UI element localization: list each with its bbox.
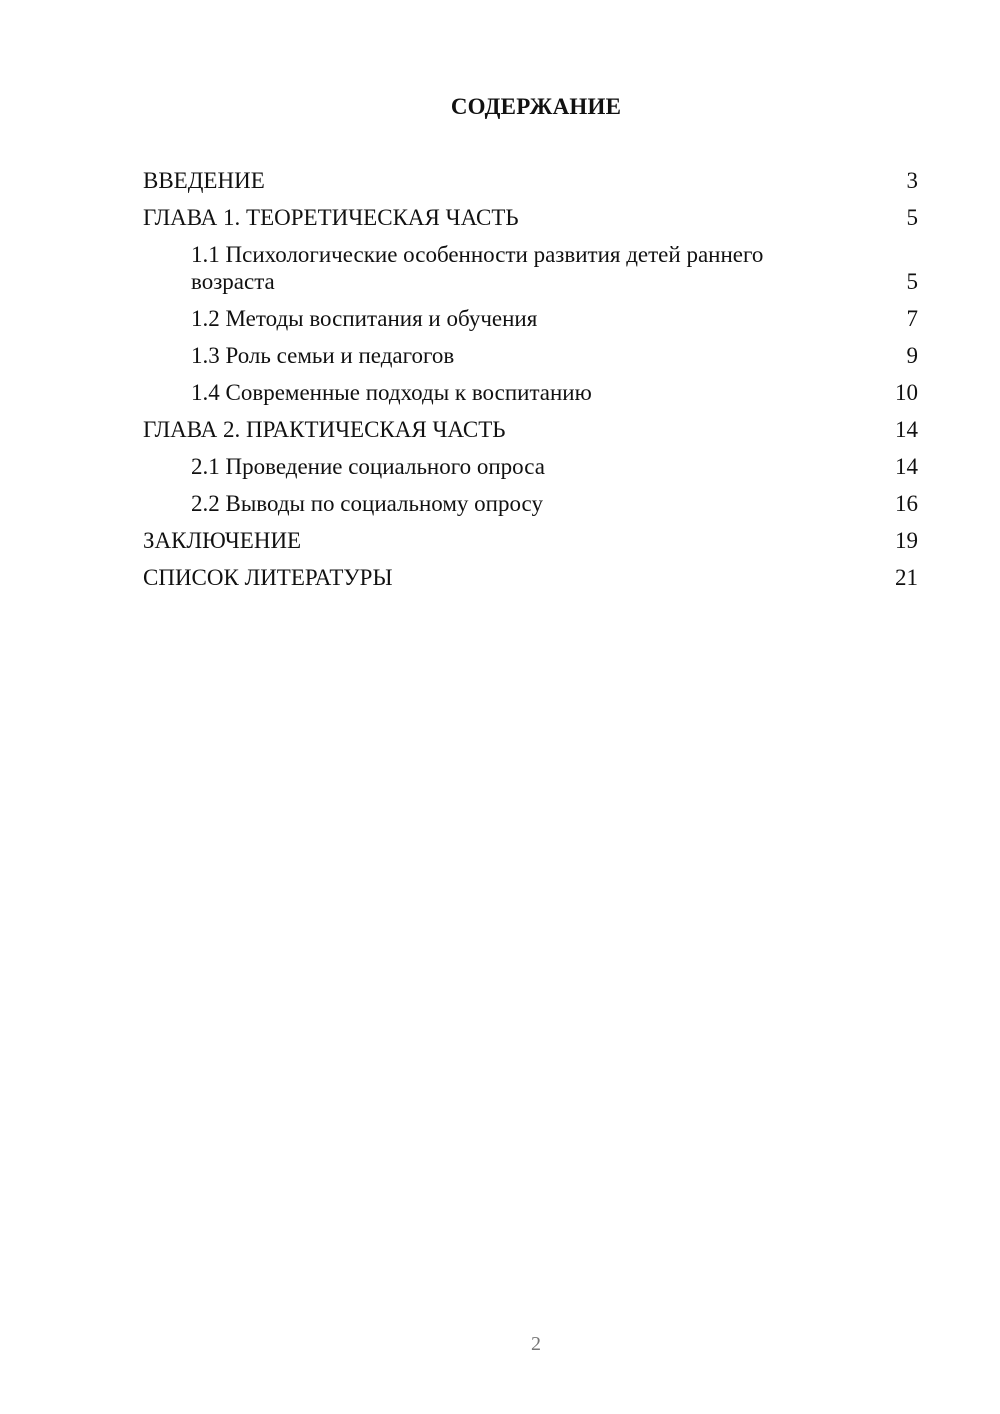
toc-entry-page: 16 [895,491,918,516]
toc-entry-section-1-1[interactable] [143,241,918,295]
toc-entry-title: 1.4 Современные подходы к воспитанию [191,380,592,405]
toc-entry-chapter-2[interactable] [143,416,918,443]
toc-entry-section-1-4[interactable] [143,379,918,406]
toc-entry-page: 14 [895,417,918,442]
toc-entry-introduction[interactable] [143,167,918,194]
toc-entry-chapter-1[interactable] [143,204,918,231]
toc-entry-page: 5 [906,205,918,230]
toc-entry-page: 19 [895,528,918,553]
toc-entry-section-2-1[interactable] [143,453,918,480]
toc-entry-title: 1.2 Методы воспитания и обучения [191,306,538,331]
toc-entry-title: 2.2 Выводы по социальному опросу [191,491,543,516]
toc-entry-title: 1.3 Роль семьи и педагогов [191,343,455,368]
toc-entry-page: 3 [906,168,918,193]
toc-entry-section-1-2[interactable] [143,305,918,332]
toc-entry-section-1-3[interactable] [143,342,918,369]
toc-entry-page: 14 [895,454,918,479]
toc-entry-title: ГЛАВА 1. ТЕОРЕТИЧЕСКАЯ ЧАСТЬ [143,205,519,230]
page-number: 2 [531,1333,541,1355]
toc-entry-page: 9 [906,343,918,368]
toc-entry-title: 1.1 Психологические особенности развития детей раннего возраста [191,242,764,294]
toc-entry-title: 2.1 Проведение социального опроса [191,454,545,479]
toc-entry-section-2-2[interactable] [143,490,918,517]
page-title: СОДЕРЖАНИЕ [450,94,622,119]
toc-entry-title: ЗАКЛЮЧЕНИЕ [143,528,302,553]
toc-entry-page: 5 [906,269,918,294]
toc-entry-page: 10 [895,380,918,405]
toc-entry-conclusion[interactable] [143,527,918,554]
toc-entry-references[interactable] [143,564,918,591]
toc-entry-title: ВВЕДЕНИЕ [143,168,265,193]
toc-entry-title: ГЛАВА 2. ПРАКТИЧЕСКАЯ ЧАСТЬ [143,417,506,442]
table-of-contents [143,167,918,601]
toc-entry-page: 21 [895,565,918,590]
toc-entry-page: 7 [906,306,918,331]
toc-entry-title: СПИСОК ЛИТЕРАТУРЫ [143,565,393,590]
